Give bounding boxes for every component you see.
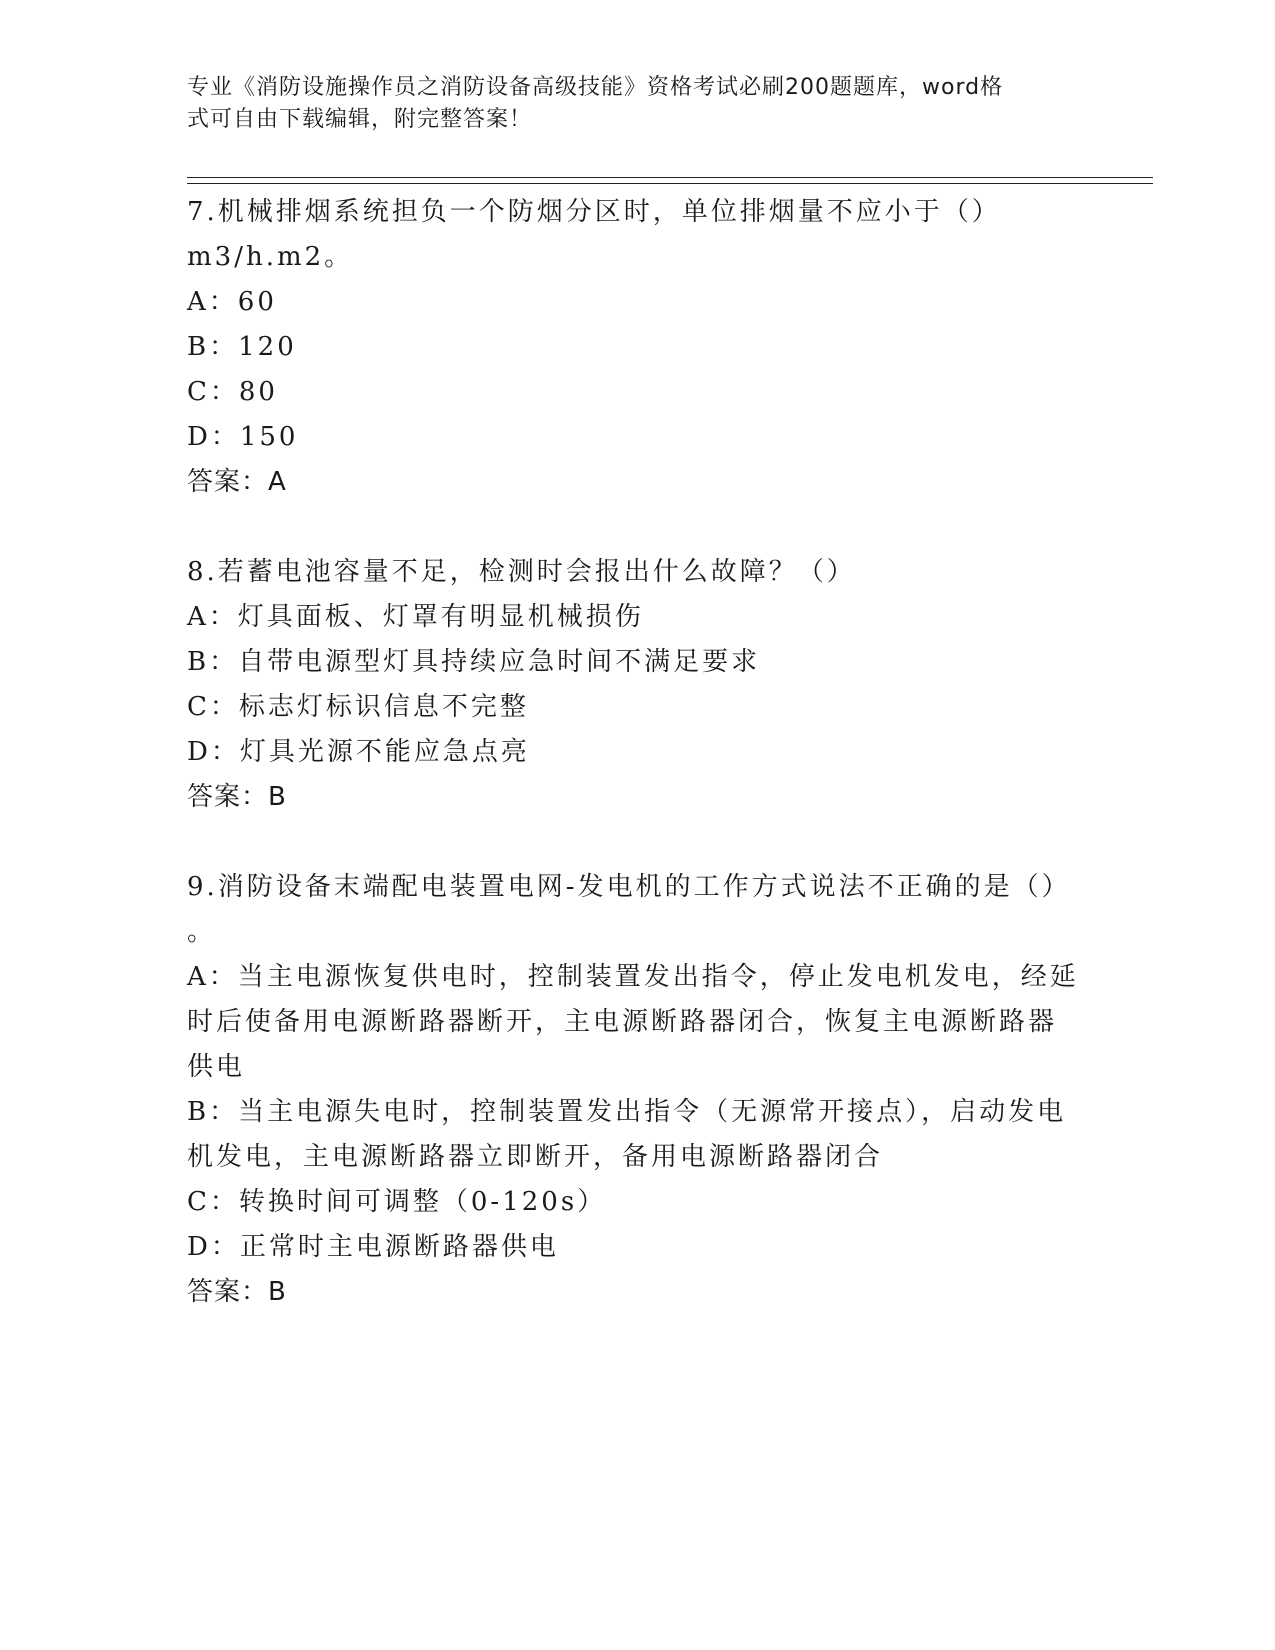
- question-stem-line: 9.消防设备末端配电装置电网-发电机的工作方式说法不正确的是（）: [187, 872, 1071, 902]
- question-block: [187, 550, 1087, 820]
- document-header: [187, 72, 1067, 136]
- question-block: [187, 190, 1087, 505]
- answer-option-line: B：当主电源失电时，控制装置发出指令（无源常开接点），启动发电: [187, 1097, 1067, 1127]
- header-divider-top: [187, 177, 1153, 178]
- answer-option-line: D：150: [187, 422, 299, 452]
- answer-option-line: C：标志灯标识信息不完整: [187, 692, 529, 722]
- question-stem-line: m3/h.m2。: [187, 242, 354, 272]
- answer-option-line: A：当主电源恢复供电时，控制装置发出指令，停止发电机发电，经延: [187, 962, 1079, 992]
- question-stem-line: 。: [187, 917, 217, 947]
- answer-key: 答案：A: [187, 467, 287, 497]
- answer-option-line: C：转换时间可调整（0-120s）: [187, 1187, 607, 1217]
- question-stem-line: 7.机械排烟系统担负一个防烟分区时，单位排烟量不应小于（）: [187, 197, 1001, 227]
- answer-option-line: 时后使备用电源断路器断开，主电源断路器闭合，恢复主电源断路器: [187, 1007, 1058, 1037]
- header-line-1: 专业《消防设施操作员之消防设备高级技能》资格考试必刷200题题库，word格: [187, 75, 1004, 100]
- answer-option-line: C：80: [187, 377, 278, 407]
- question-list: [187, 190, 1087, 1360]
- answer-option-line: B：120: [187, 332, 297, 362]
- question-stem-line: 8.若蓄电池容量不足，检测时会报出什么故障？（）: [187, 557, 856, 587]
- answer-key: 答案：B: [187, 782, 287, 812]
- question-block: [187, 865, 1087, 1315]
- header-line-2: 式可自由下载编辑，附完整答案！: [187, 107, 533, 132]
- answer-option-line: A：灯具面板、灯罩有明显机械损伤: [187, 602, 644, 632]
- answer-key: 答案：B: [187, 1277, 287, 1307]
- answer-option-line: D：灯具光源不能应急点亮: [187, 737, 530, 767]
- header-divider-bottom: [187, 183, 1153, 184]
- answer-option-line: 机发电，主电源断路器立即断开，备用电源断路器闭合: [187, 1142, 884, 1172]
- answer-option-line: A：60: [187, 287, 277, 317]
- answer-option-line: 供电: [187, 1052, 246, 1082]
- answer-option-line: D：正常时主电源断路器供电: [187, 1232, 559, 1262]
- answer-option-line: B：自带电源型灯具持续应急时间不满足要求: [187, 647, 761, 677]
